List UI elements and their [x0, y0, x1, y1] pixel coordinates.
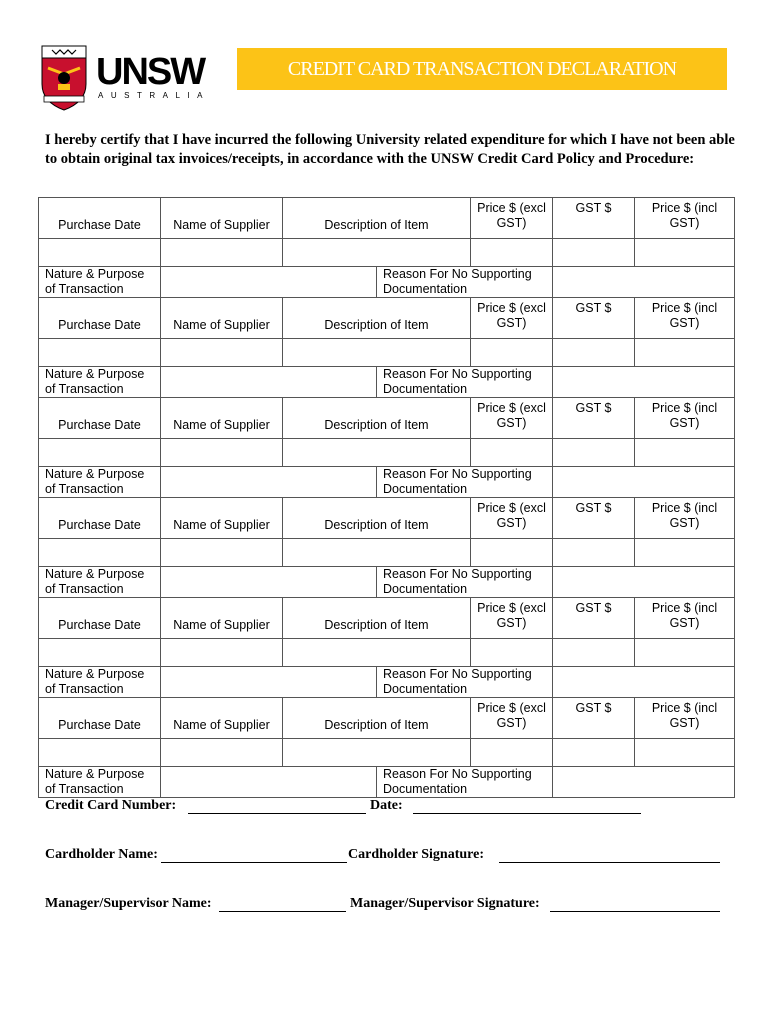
reason-label: Reason For No Supporting Documentation [377, 667, 553, 698]
date-field[interactable] [413, 798, 641, 814]
header-row [39, 498, 735, 539]
supplier-header: Name of Supplier [161, 198, 283, 239]
entry-row [39, 539, 735, 567]
supplier-cell[interactable] [161, 739, 283, 767]
description-header: Description of Item [283, 598, 471, 639]
svg-text:UNSW: UNSW [96, 51, 205, 93]
reason-cell[interactable] [553, 367, 735, 398]
nature-purpose-label: Nature & Purpose of Transaction [39, 567, 161, 598]
nature-purpose-cell[interactable] [161, 567, 377, 598]
purchase-date-cell[interactable] [39, 639, 161, 667]
date-label: Date: [370, 798, 403, 813]
nature-purpose-label: Nature & Purpose of Transaction [39, 467, 161, 498]
purchase-date-header: Purchase Date [39, 698, 161, 739]
description-cell[interactable] [283, 439, 471, 467]
price-incl-header: Price $ (incl GST) [635, 498, 735, 539]
cardholder-name-field[interactable] [161, 847, 347, 863]
reason-cell[interactable] [553, 767, 735, 798]
entry-row [39, 739, 735, 767]
price-excl-cell[interactable] [471, 739, 553, 767]
gst-cell[interactable] [553, 339, 635, 367]
purchase-date-header: Purchase Date [39, 298, 161, 339]
nature-purpose-cell[interactable] [161, 667, 377, 698]
nature-purpose-cell[interactable] [161, 467, 377, 498]
description-header: Description of Item [283, 398, 471, 439]
supplier-cell[interactable] [161, 439, 283, 467]
unsw-crest-icon [38, 44, 228, 112]
gst-header: GST $ [553, 598, 635, 639]
purchase-date-header: Purchase Date [39, 398, 161, 439]
description-header: Description of Item [283, 498, 471, 539]
supplier-header: Name of Supplier [161, 298, 283, 339]
supplier-header: Name of Supplier [161, 498, 283, 539]
price-incl-cell[interactable] [635, 639, 735, 667]
description-cell[interactable] [283, 739, 471, 767]
price-incl-cell[interactable] [635, 739, 735, 767]
price-excl-header: Price $ (excl GST) [471, 498, 553, 539]
price-excl-cell[interactable] [471, 639, 553, 667]
title-banner [237, 48, 727, 90]
price-excl-cell[interactable] [471, 339, 553, 367]
purchase-date-cell[interactable] [39, 739, 161, 767]
reason-label: Reason For No Supporting Documentation [377, 767, 553, 798]
purchase-date-cell[interactable] [39, 239, 161, 267]
nature-purpose-label: Nature & Purpose of Transaction [39, 367, 161, 398]
purchase-date-header: Purchase Date [39, 598, 161, 639]
header-row [39, 298, 735, 339]
description-cell[interactable] [283, 539, 471, 567]
header-row [39, 198, 735, 239]
intro-text: I hereby certify that I have incurred the following University related expenditure for which I have not been able to obtain original tax invoices/receipts, in accordance with the UNSW Credit Card Policy and Procedure: [45, 132, 735, 167]
price-excl-header: Price $ (excl GST) [471, 198, 553, 239]
manager-name-field[interactable] [219, 896, 346, 912]
purchase-date-cell[interactable] [39, 439, 161, 467]
header-row [39, 698, 735, 739]
price-excl-cell[interactable] [471, 539, 553, 567]
price-incl-header: Price $ (incl GST) [635, 598, 735, 639]
card-number-label: Credit Card Number: [45, 798, 177, 813]
gst-cell[interactable] [553, 439, 635, 467]
gst-cell[interactable] [553, 239, 635, 267]
nature-purpose-label: Nature & Purpose of Transaction [39, 267, 161, 298]
reason-cell[interactable] [553, 467, 735, 498]
description-header: Description of Item [283, 198, 471, 239]
supplier-header: Name of Supplier [161, 698, 283, 739]
nature-purpose-cell[interactable] [161, 367, 377, 398]
reason-label: Reason For No Supporting Documentation [377, 467, 553, 498]
reason-label: Reason For No Supporting Documentation [377, 367, 553, 398]
price-excl-cell[interactable] [471, 239, 553, 267]
purpose-row [39, 567, 735, 598]
signature-section [45, 798, 735, 928]
description-cell[interactable] [283, 339, 471, 367]
gst-cell[interactable] [553, 739, 635, 767]
unsw-logo [38, 44, 228, 112]
nature-purpose-label: Nature & Purpose of Transaction [39, 767, 161, 798]
manager-signature-label: Manager/Supervisor Signature: [350, 896, 540, 911]
price-incl-header: Price $ (incl GST) [635, 298, 735, 339]
supplier-cell[interactable] [161, 339, 283, 367]
svg-text:AUSTRALIA: AUSTRALIA [98, 91, 210, 100]
price-incl-header: Price $ (incl GST) [635, 398, 735, 439]
gst-header: GST $ [553, 498, 635, 539]
entry-row [39, 339, 735, 367]
description-cell[interactable] [283, 639, 471, 667]
transaction-table [38, 197, 735, 798]
nature-purpose-cell[interactable] [161, 767, 377, 798]
supplier-cell[interactable] [161, 539, 283, 567]
price-incl-header: Price $ (incl GST) [635, 198, 735, 239]
purchase-date-cell[interactable] [39, 539, 161, 567]
cardholder-signature-field[interactable] [499, 847, 720, 863]
entry-row [39, 639, 735, 667]
gst-cell[interactable] [553, 639, 635, 667]
supplier-header: Name of Supplier [161, 398, 283, 439]
nature-purpose-cell[interactable] [161, 267, 377, 298]
reason-cell[interactable] [553, 267, 735, 298]
supplier-header: Name of Supplier [161, 598, 283, 639]
price-excl-header: Price $ (excl GST) [471, 598, 553, 639]
purchase-date-cell[interactable] [39, 339, 161, 367]
cardholder-signature-label: Cardholder Signature: [348, 847, 484, 862]
purpose-row [39, 767, 735, 798]
reason-label: Reason For No Supporting Documentation [377, 567, 553, 598]
purpose-row [39, 467, 735, 498]
description-header: Description of Item [283, 698, 471, 739]
gst-header: GST $ [553, 198, 635, 239]
reason-label: Reason For No Supporting Documentation [377, 267, 553, 298]
supplier-cell[interactable] [161, 639, 283, 667]
price-excl-header: Price $ (excl GST) [471, 698, 553, 739]
price-incl-cell[interactable] [635, 439, 735, 467]
description-header: Description of Item [283, 298, 471, 339]
price-excl-cell[interactable] [471, 439, 553, 467]
reason-cell[interactable] [553, 667, 735, 698]
price-incl-cell[interactable] [635, 239, 735, 267]
card-number-field[interactable] [188, 798, 366, 814]
supplier-cell[interactable] [161, 239, 283, 267]
description-cell[interactable] [283, 239, 471, 267]
page-title: CREDIT CARD TRANSACTION DECLARATION [287, 57, 677, 80]
gst-header: GST $ [553, 398, 635, 439]
price-incl-cell[interactable] [635, 539, 735, 567]
price-excl-header: Price $ (excl GST) [471, 398, 553, 439]
header-row [39, 398, 735, 439]
purchase-date-header: Purchase Date [39, 498, 161, 539]
manager-signature-field[interactable] [550, 896, 720, 912]
purpose-row [39, 267, 735, 298]
reason-cell[interactable] [553, 567, 735, 598]
entry-row [39, 439, 735, 467]
gst-header: GST $ [553, 698, 635, 739]
purchase-date-header: Purchase Date [39, 198, 161, 239]
nature-purpose-label: Nature & Purpose of Transaction [39, 667, 161, 698]
gst-header: GST $ [553, 298, 635, 339]
gst-cell[interactable] [553, 539, 635, 567]
header-row [39, 598, 735, 639]
cardholder-name-label: Cardholder Name: [45, 847, 158, 862]
price-incl-header: Price $ (incl GST) [635, 698, 735, 739]
price-excl-header: Price $ (excl GST) [471, 298, 553, 339]
price-incl-cell[interactable] [635, 339, 735, 367]
purpose-row [39, 667, 735, 698]
purpose-row [39, 367, 735, 398]
entry-row [39, 239, 735, 267]
manager-name-label: Manager/Supervisor Name: [45, 896, 212, 911]
